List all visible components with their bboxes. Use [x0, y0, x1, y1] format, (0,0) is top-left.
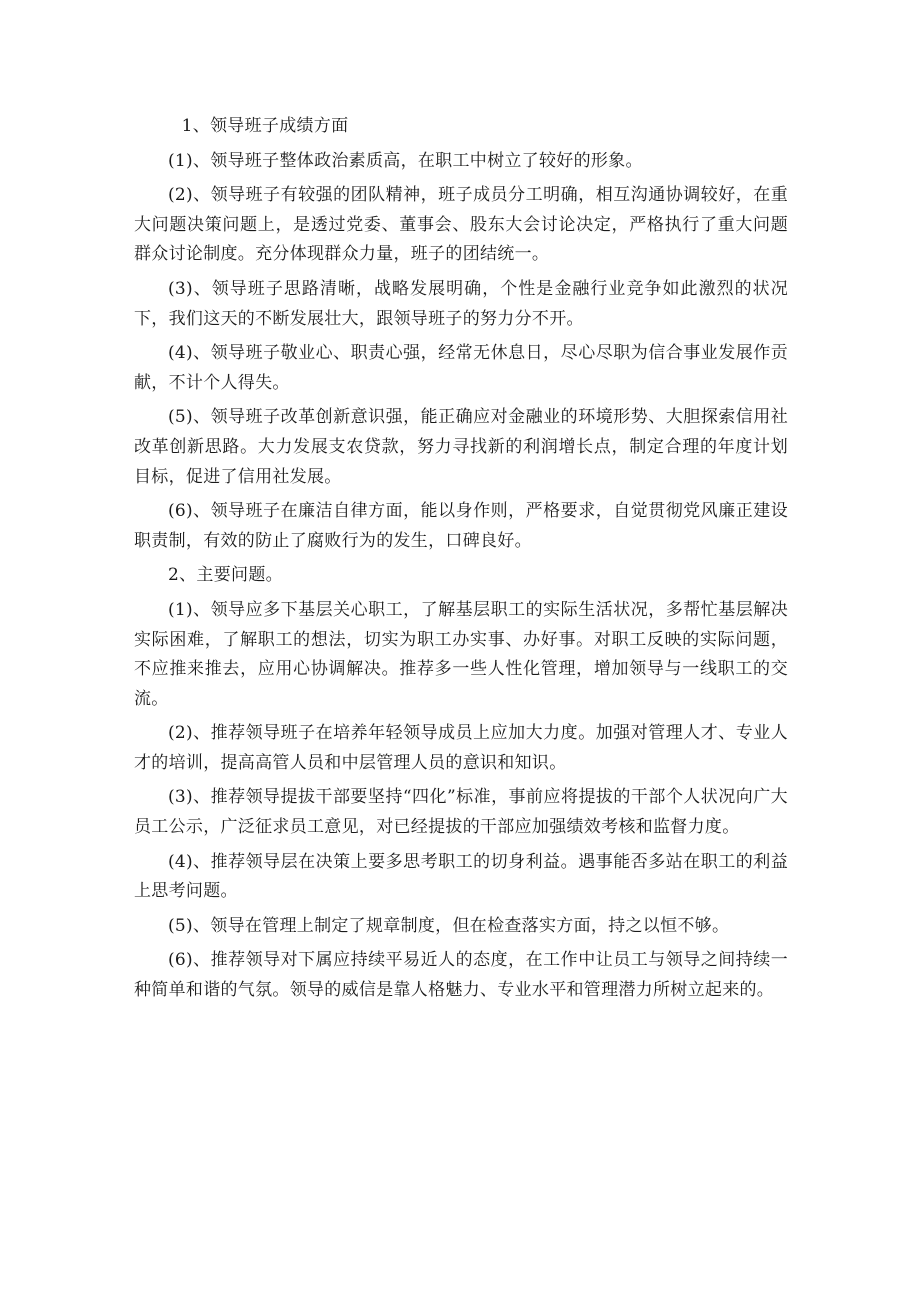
achievement-item-3: (3)、领导班子思路清晰，战略发展明确，个性是金融行业竞争如此激烈的状况下，我们这天的不断发展壮大，跟领导班子的努力分不开。 [134, 278, 788, 329]
section-heading-achievements: 1、领导班子成绩方面 [181, 116, 349, 136]
problem-item-2: (2)、推荐领导班子在培养年轻领导成员上应加大力度。加强对管理人才、专业人才的培训，提高高管人员和中层管理人员的意识和知识。 [134, 723, 788, 773]
achievement-item-4: (4)、领导班子敬业心、职责心强，经常无休息日，尽心尽职为信合事业发展作贡献，不计个人得失。 [134, 343, 788, 393]
achievement-item-1: (1)、领导班子整体政治素质高，在职工中树立了较好的形象。 [168, 150, 643, 171]
document-body [134, 112, 788, 1011]
achievement-item-6: (6)、领导班子在廉洁自律方面，能以身作则，严格要求，自觉贯彻党风廉正建设职责制，有效的防止了腐败行为的发生，口碑良好。 [134, 501, 788, 551]
problem-item-4: (4)、推荐领导层在决策上要多思考职工的切身利益。遇事能否多站在职工的利益上思考问题。 [134, 851, 788, 902]
problem-item-3: (3)、推荐领导提拔干部要坚持“四化”标准，事前应将提拔的干部个人状况向广大员工公示，广泛征求员工意见，对已经提拔的干部应加强绩效考核和监督力度。 [134, 787, 788, 838]
achievement-item-5: (5)、领导班子改革创新意识强，能正确应对金融业的环境形势、大胆探索信用社改革创新思路。大力发展支农贷款，努力寻找新的利润增长点，制定合理的年度计划目标，促进了信用社发展。 [134, 407, 788, 487]
problem-item-5: (5)、领导在管理上制定了规章制度，但在检查落实方面，持之以恒不够。 [168, 915, 730, 936]
problem-item-1: (1)、领导应多下基层关心职工，了解基层职工的实际生活状况，多帮忙基层解决实际困难，了解职工的想法，切实为职工办实事、办好事。对职工反映的实际问题，不应推来推去，应用心协调解决。推荐多一些人性化管理，增加领导与一线职工的交流。 [134, 599, 788, 709]
achievement-item-2: (2)、领导班子有较强的团队精神，班子成员分工明确，相互沟通协调较好，在重大问题决策问题上，是透过党委、董事会、股东大会讨论决定，严格执行了重大问题群众讨论制度。充分体现群众力量，班子的团结统一。 [134, 185, 788, 265]
section-heading-problems: 2、主要问题。 [168, 565, 283, 586]
problem-item-6: (6)、推荐领导对下属应持续平易近人的态度，在工作中让员工与领导之间持续一种简单和谐的气氛。领导的威信是靠人格魅力、专业水平和管理潜力所树立起来的。 [134, 950, 788, 1001]
